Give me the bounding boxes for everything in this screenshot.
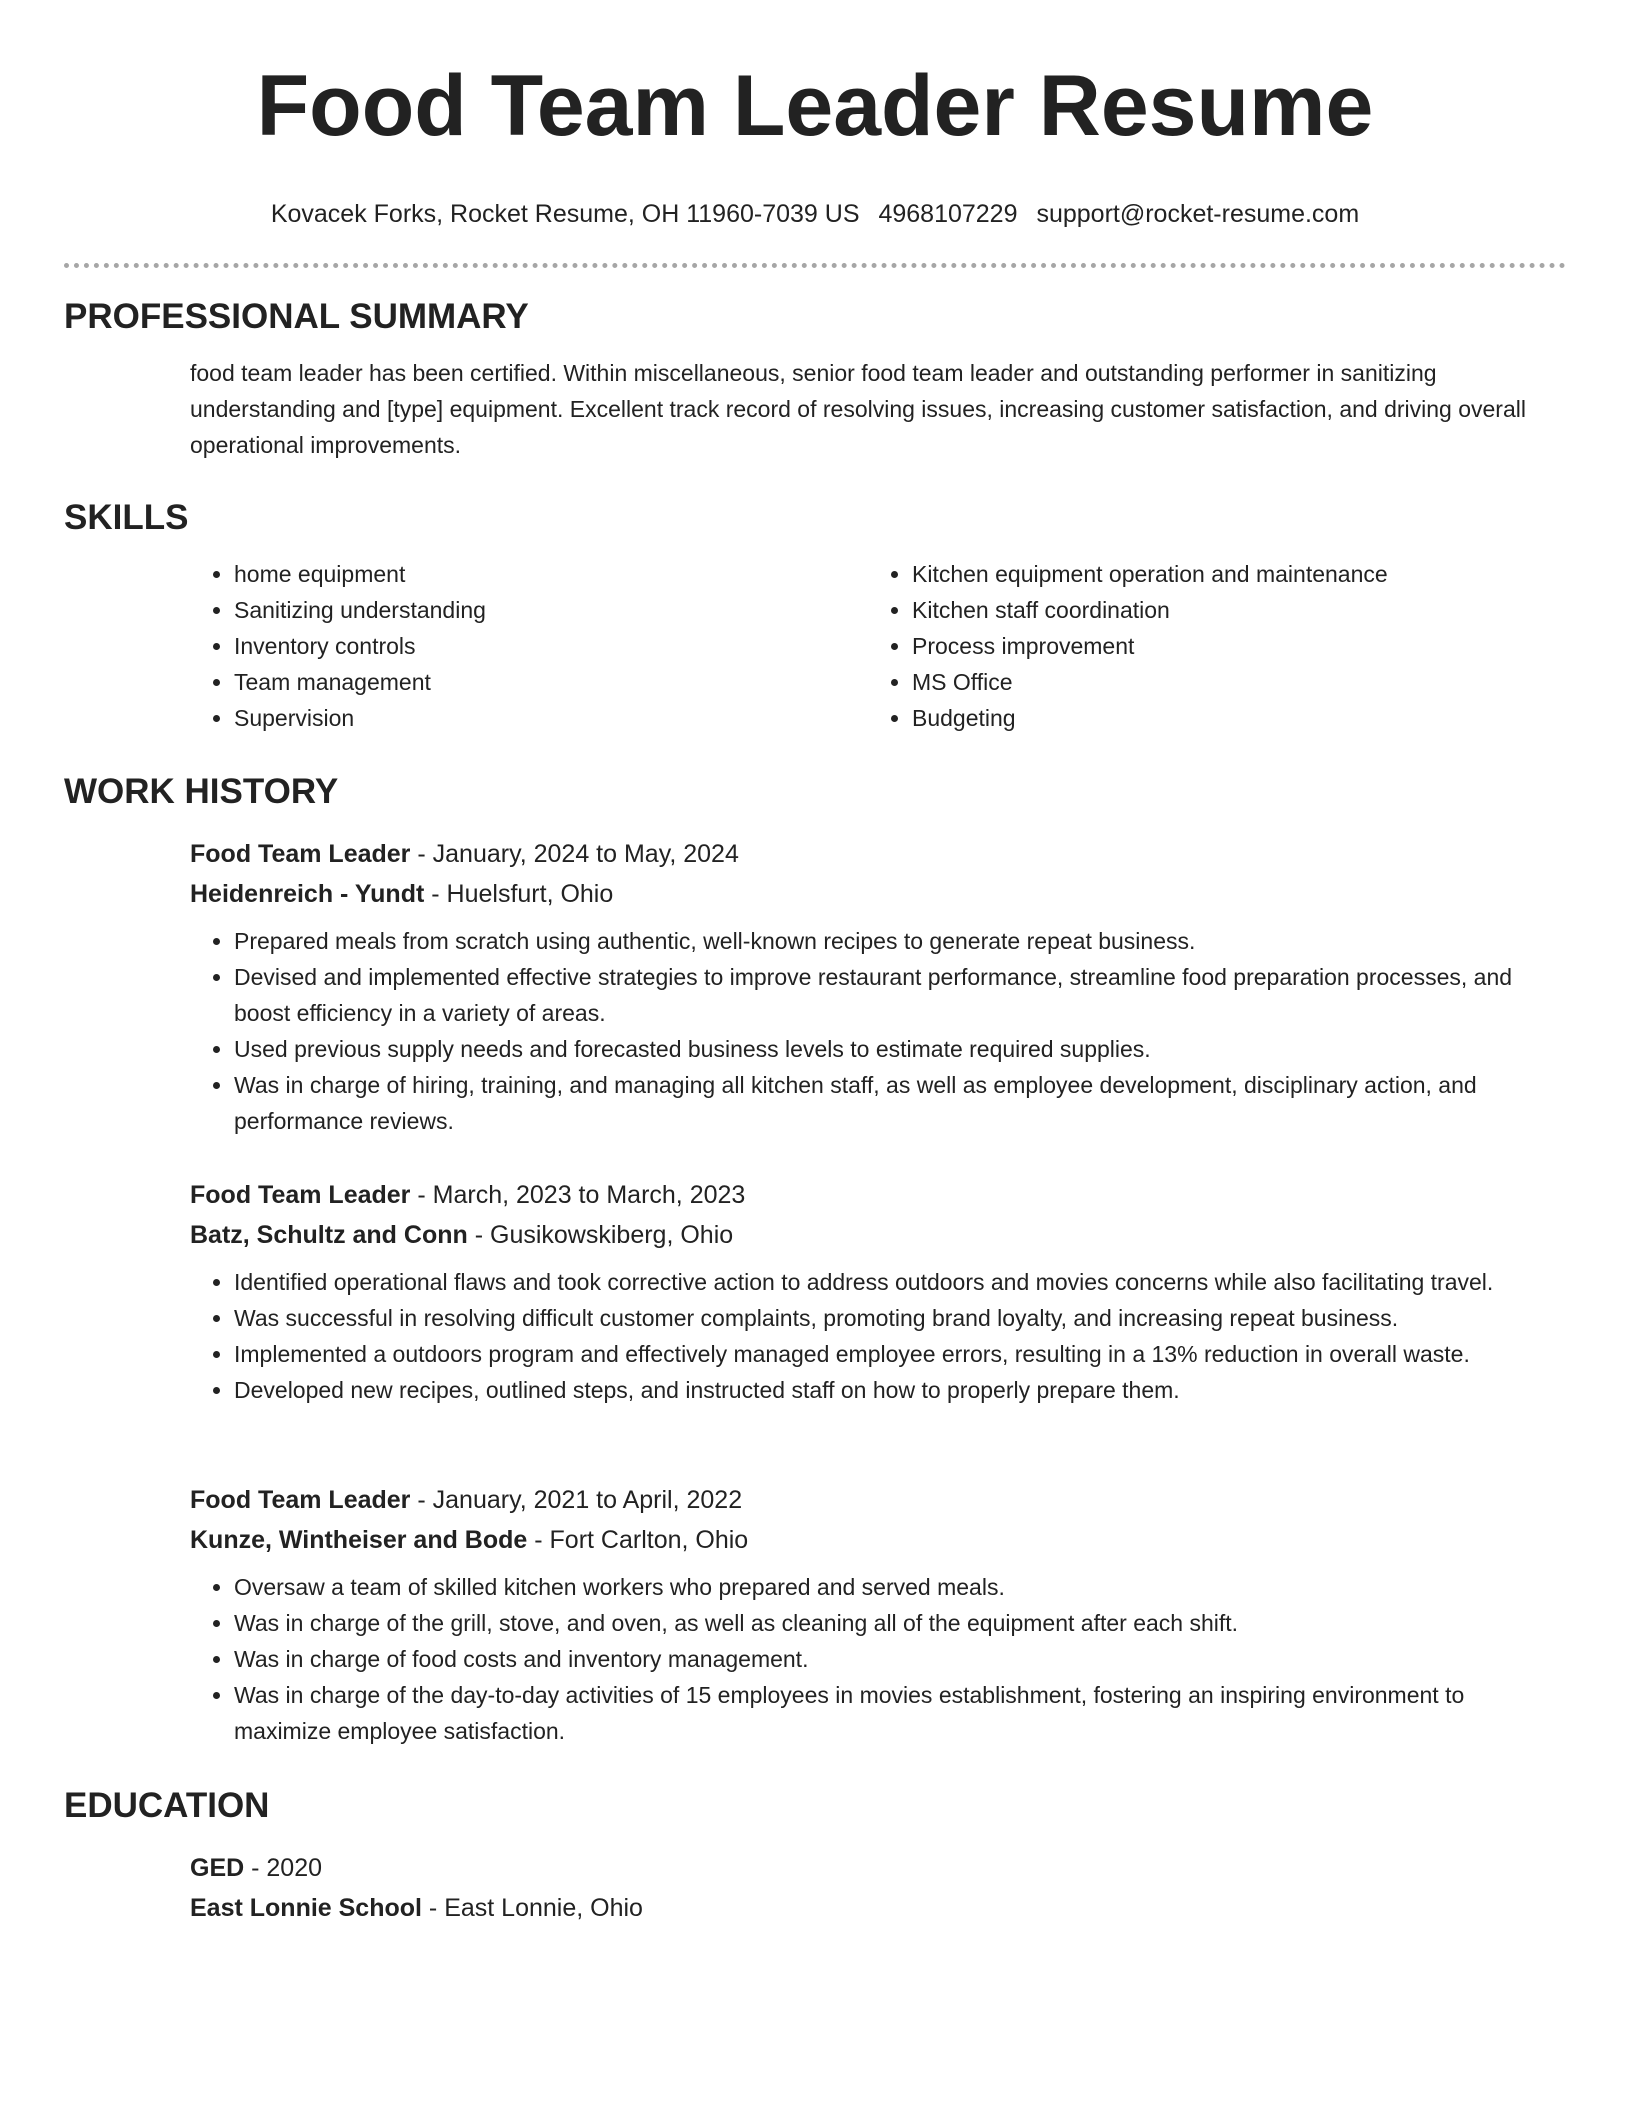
contact-email: support@rocket-resume.com bbox=[1036, 200, 1360, 228]
job-title: Food Team Leader bbox=[190, 1181, 411, 1209]
job-entry bbox=[64, 1175, 1566, 1408]
job-bullet: • Was in charge of hiring, training, and managing all kitchen staff, as well as employee development, disciplinary action, and performance reviews. bbox=[234, 1067, 1566, 1139]
job-company: Batz, Schultz and Conn bbox=[190, 1221, 468, 1249]
job-entry bbox=[64, 834, 1566, 1139]
skill-item: • Sanitizing understanding bbox=[234, 592, 868, 628]
job-bullet: • Oversaw a team of skilled kitchen workers who prepared and served meals. bbox=[234, 1569, 1566, 1605]
education-school: East Lonnie School bbox=[190, 1894, 422, 1922]
job-bullet: • Was in charge of the day-to-day activities of 15 employees in movies establishment, fostering an inspiring environment to maximize employee satisfaction. bbox=[234, 1677, 1566, 1749]
education-entry bbox=[64, 1848, 1566, 1928]
job-bullets bbox=[190, 923, 1566, 1139]
skills-section bbox=[64, 497, 1566, 736]
job-bullet: • Was in charge of the grill, stove, and oven, as well as cleaning all of the equipment after each shift. bbox=[234, 1605, 1566, 1641]
education-heading: EDUCATION bbox=[64, 1786, 270, 1825]
skills-heading: SKILLS bbox=[64, 498, 189, 537]
job-title-line: Food Team Leader - January, 2021 to April, 2022 bbox=[190, 1486, 743, 1514]
skills-list bbox=[64, 556, 1566, 736]
job-company-line: Kunze, Wintheiser and Bode - Fort Carlton, Ohio bbox=[190, 1526, 749, 1554]
job-dates: January, 2021 to April, 2022 bbox=[432, 1486, 743, 1514]
job-bullets bbox=[190, 1264, 1566, 1408]
skill-item: • Kitchen staff coordination bbox=[912, 592, 1546, 628]
skill-item: • MS Office bbox=[912, 664, 1546, 700]
skills-column-right bbox=[868, 556, 1546, 736]
header-divider bbox=[64, 263, 1566, 268]
summary-heading: PROFESSIONAL SUMMARY bbox=[64, 297, 529, 336]
page-title: Food Team Leader Resume bbox=[256, 58, 1374, 154]
job-title: Food Team Leader bbox=[190, 1486, 411, 1514]
job-bullet: • Implemented a outdoors program and effectively managed employee errors, resulting in a 13% reduction in overall waste. bbox=[234, 1336, 1566, 1372]
contact-address: Kovacek Forks, Rocket Resume, OH 11960-7039 US bbox=[270, 200, 860, 228]
skill-item: • home equipment bbox=[234, 556, 868, 592]
job-dates: January, 2024 to May, 2024 bbox=[432, 840, 739, 868]
education-degree: GED bbox=[190, 1854, 245, 1882]
skill-item: • Budgeting bbox=[912, 700, 1546, 736]
job-location: Fort Carlton, Ohio bbox=[549, 1526, 749, 1554]
work-history-heading: WORK HISTORY bbox=[64, 772, 339, 811]
contact-phone: 4968107229 bbox=[878, 200, 1018, 228]
skill-item: • Inventory controls bbox=[234, 628, 868, 664]
skills-column-left bbox=[190, 556, 868, 736]
skill-item: • Process improvement bbox=[912, 628, 1546, 664]
education-location: East Lonnie, Ohio bbox=[444, 1894, 643, 1922]
job-bullets bbox=[190, 1569, 1566, 1749]
skill-item: • Kitchen equipment operation and maintenance bbox=[912, 556, 1546, 592]
job-company-line: Heidenreich - Yundt - Huelsfurt, Ohio bbox=[190, 880, 614, 908]
education-section bbox=[64, 1785, 1566, 1827]
job-bullet: • Devised and implemented effective strategies to improve restaurant performance, streamline food preparation processes, and boost efficiency in a variety of areas. bbox=[234, 959, 1566, 1031]
job-location: Huelsfurt, Ohio bbox=[446, 880, 614, 908]
job-bullet: • Identified operational flaws and took corrective action to address outdoors and movies concerns while also facilitating travel. bbox=[234, 1264, 1566, 1300]
job-bullet: • Was in charge of food costs and inventory management. bbox=[234, 1641, 1566, 1677]
job-location: Gusikowskiberg, Ohio bbox=[490, 1221, 734, 1249]
skill-item: • Supervision bbox=[234, 700, 868, 736]
job-bullet: • Prepared meals from scratch using authentic, well-known recipes to generate repeat business. bbox=[234, 923, 1566, 959]
job-company: Heidenreich - Yundt bbox=[190, 880, 425, 908]
job-company: Kunze, Wintheiser and Bode bbox=[190, 1526, 528, 1554]
job-company-line: Batz, Schultz and Conn - Gusikowskiberg, Ohio bbox=[190, 1221, 734, 1249]
job-title-line: Food Team Leader - March, 2023 to March, 2023 bbox=[190, 1181, 746, 1209]
job-bullet: • Was successful in resolving difficult customer complaints, promoting brand loyalty, and increasing repeat business. bbox=[234, 1300, 1566, 1336]
skill-item: • Team management bbox=[234, 664, 868, 700]
education-year: 2020 bbox=[266, 1854, 323, 1882]
education-school-line: East Lonnie School - East Lonnie, Ohio bbox=[190, 1894, 643, 1922]
education-degree-line: GED - 2020 bbox=[190, 1854, 323, 1882]
job-title: Food Team Leader bbox=[190, 840, 411, 868]
job-bullet: • Used previous supply needs and forecasted business levels to estimate required supplies. bbox=[234, 1031, 1566, 1067]
job-dates: March, 2023 to March, 2023 bbox=[432, 1181, 746, 1209]
work-history-section bbox=[64, 771, 1566, 813]
contact-line bbox=[64, 198, 1566, 230]
summary-section bbox=[64, 296, 1566, 463]
job-entry bbox=[64, 1480, 1566, 1749]
summary-text: food team leader has been certified. Within miscellaneous, senior food team leader and outstanding performer in sanitizing understanding and [type] equipment. Excellent track record of resolving issues, increasing customer satisfaction, and driving overall operational improvements. bbox=[190, 360, 1526, 458]
job-bullet: • Developed new recipes, outlined steps, and instructed staff on how to properly prepare them. bbox=[234, 1372, 1566, 1408]
job-title-line: Food Team Leader - January, 2024 to May, 2024 bbox=[190, 840, 739, 868]
